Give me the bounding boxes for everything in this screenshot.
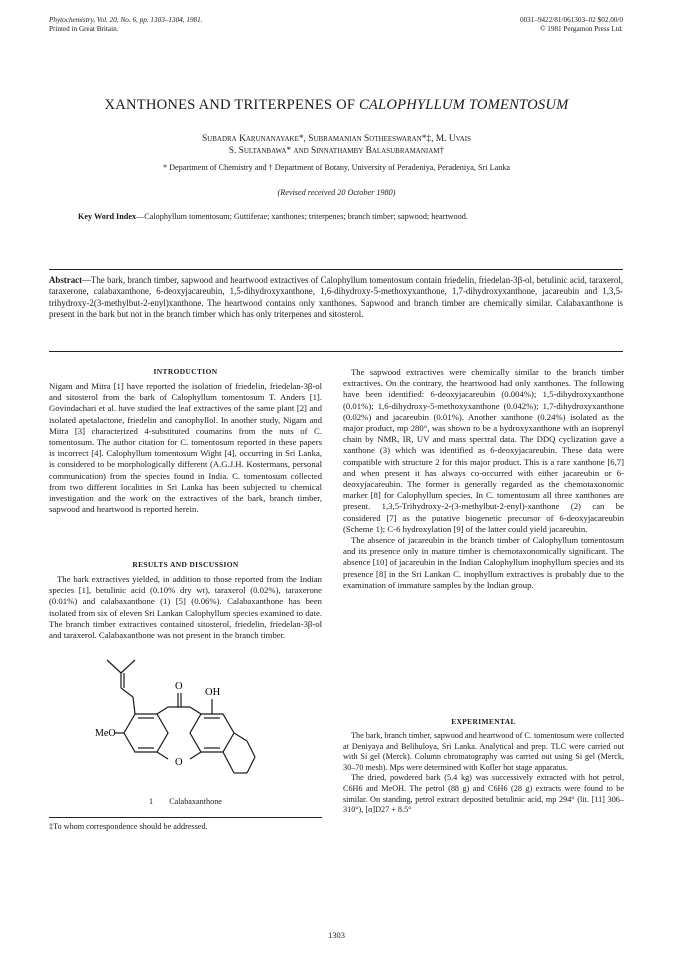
meo-label: MeO [95,728,116,739]
keyword-text: —Calophyllum tomentosum; Guttiferae; xanthones; triterpenes; branch timber; sapwood; heartwood. [136,212,468,221]
author-list [0,133,673,157]
introduction-body [49,381,322,515]
page-number: 1303 [328,931,345,940]
discussion-paragraph-2: The absence of jacareubin in the branch timber of Calophyllum tomentosum and its presence only in mature timber is chemotaxonomically significant. The absence [10] of jacareubin in the Indian Calophyllum inophyllum species and its presence [8] in the Sri Lankan C. inophyllum extractives is probably due to the examination of immature samples by the Indian group. [343,535,624,590]
experimental-paragraph-2: The dried, powdered bark (5.4 kg) was successively extracted with hot petrol, C6H6 and MeOH. The petrol (88 g) and C6H6 (28 g) extracts were found to be similar. On standing, petrol extract deposited betulinic acid, mp 294° (lit. [11] 306–310°), [α]D27 + 8.5° [343,773,624,815]
results-heading: RESULTS AND DISCUSSION [132,560,239,569]
title-species: CALOPHYLLUM TOMENTOSUM [359,97,569,113]
revised-date: (Revised received 20 October 1980) [277,188,396,197]
introduction-paragraph: Nigam and Mitra [1] have reported the isolation of friedelin, friedelan-3β-ol and sitosterol from the bark of Calophyllum tomentosum T. Anders [1]. Govindachari et al. have studied the leaf extractives of the same plant [2] and isolated apetalactone, friedelin and canophyllol. In another study, Nigam and Mitra [3] characterized 4-substituted coumarins from the nuts of C. tomentosum. The author citation for C. tomentosum reported in these papers is incorrect [4]. Calophyllum tomentosum Wight [4], occurring in Sri Lanka, is considered to be morphologically different (A.G.J.H. Kostermans, personal communication) from the species found in India. C. tomentosum collected from two different localities in Sri Lanka has been subjected to chemical investigation and the work on the extractives of the bark, branch timber, sapwood and heartwood is reported herein. [49,381,322,515]
journal-citation-line2: Printed in Great Britain. [49,24,119,33]
carbonyl-o-label: O [175,681,183,692]
figure-caption [49,797,322,806]
copyright-line: © 1981 Pergamon Press Ltd. [540,24,623,33]
paper-title [0,97,673,114]
keyword-label: Key Word Index [78,212,137,221]
abstract-label: Abstract [49,275,83,285]
title-prefix: XANTHONES AND TRITERPENES OF [104,97,359,113]
experimental-body [343,731,624,816]
correspondence-footnote: ‡To whom correspondence should be addressed. [49,822,208,831]
oh-label: OH [205,687,221,698]
caption-text: Calabaxanthone [169,797,222,806]
caption-number: 1 [149,797,154,806]
journal-citation [49,16,203,33]
author-line-2: S. Sultanbawa* and Sinnathamby Balasubramaniam† [228,146,445,156]
discussion-paragraph-1: The sapwood extractives were chemically similar to the branch timber extractives. On the contrary, the heartwood had only xanthones. The following have been identified: 6-deoxyjacareubin (0.004%); 1,5-dihydroxyxanthone (0.01%); 1,6-dihydroxy-5-methoxyxanthone (0.042%); 1,7-dihydroxyxanthone (0.02%) and jacareubin (0.01%). Another xanthone (0.24%) isolated as the major product, mp 280°, was shown to be a hydroxyxanthone with an isoprenyl chain by NMR, IR, UV and mass spectral data. The DDQ cyclization gave a xanthone (3) which was identified as 6-deoxyjacareubin. These data were compatible with structure 2 for this major product. This is a rare xanthone [6,7] and when present it has always co-occurred with either jacareubin or 6-deoxyjacareubin. The former is generally regarded as the chemotaxonomic marker [8] for Calophyllum species. In C. tomentosum all three xanthones are present. 1,3,5-Trihydroxy-2-(3-methylbut-2-enyl)-xanthone (2) can be considered [7] as the putative biogenetic precursor of 6-deoxyjacareubin (Scheme 1); C-6 hydroxylation [9] of the latter could yield jacareubin. [343,367,624,534]
abstract-text: —The bark, branch timber, sapwood and heartwood extractives of Calophyllum tomentosum contain friedelin, friedelan-3β-ol, betulinic acid, taraxerol, taraxerone, calabaxanthone, 6-deoxyjacareubin, 1,5-dihydroxyxanthone, 1,6-dihydroxy-5-methoxyxanthone, 1,7-dihydroxyxanthone, jacareubin and 1,3,5-trihydroxy-2(3-methylbut-2-enyl)xanthone. The heartwood contains only xanthones. Sapwood and branch timber are chemically similar. Calabaxanthone is present in the bark but not in the branch timber which has only triterpenes and sitosterol. [49,275,623,319]
keyword-index [78,212,600,222]
discussion-continued [343,367,624,591]
copyright-block [520,16,623,33]
calabaxanthone-structure [95,655,285,790]
affiliation: * Department of Chemistry and † Department of Botany, University of Peradeniya, Peradeniya, Sri Lanka [162,163,511,172]
introduction-heading: INTRODUCTION [153,367,218,376]
footnote-rule [49,817,322,818]
author-line-1: Subadra Karunanayake*, Subramanian Sotheeswaran*‡, M. Uvais [201,134,472,144]
ring-o-label: O [175,757,183,768]
results-body [49,574,322,641]
journal-citation-line1: Phytochemistry, Vol. 20, No. 6, pp. 1303–1304, 1981. [49,16,203,24]
abstract [49,275,623,320]
results-paragraph: The bark extractives yielded, in addition to those reported from the Indian species [1], betulinic acid (0.10% dry wt), taraxerol (0.02%), taraxerone (0.01%) and calabaxanthone (1) [5] (0.06%). Calabaxanthone has been isolated from six of eleven Sri Lankan Calophyllum species examined to date. The branch timber extractives contained sitosterol, friedelin, friedelan-3β-ol and taraxerol. Calabaxanthone was not present in the branch timber. [49,574,322,641]
abstract-top-rule [49,269,623,270]
experimental-heading: EXPERIMENTAL [451,717,516,726]
issn-price: 0031–9422/81/061303–02 $02.00/0 [519,16,623,24]
abstract-bottom-rule [49,351,623,352]
experimental-paragraph-1: The bark, branch timber, sapwood and heartwood of C. tomentosum were collected at Deniyaya and Belihuloya, Sri Lanka. Analytical and prep. TLC were carried out with Si gel (Merck). Column chromatography was carried out using Si gel (Merck, 30–70 mesh). Mps were determined with Kofler hot stage apparatus. [343,731,624,772]
